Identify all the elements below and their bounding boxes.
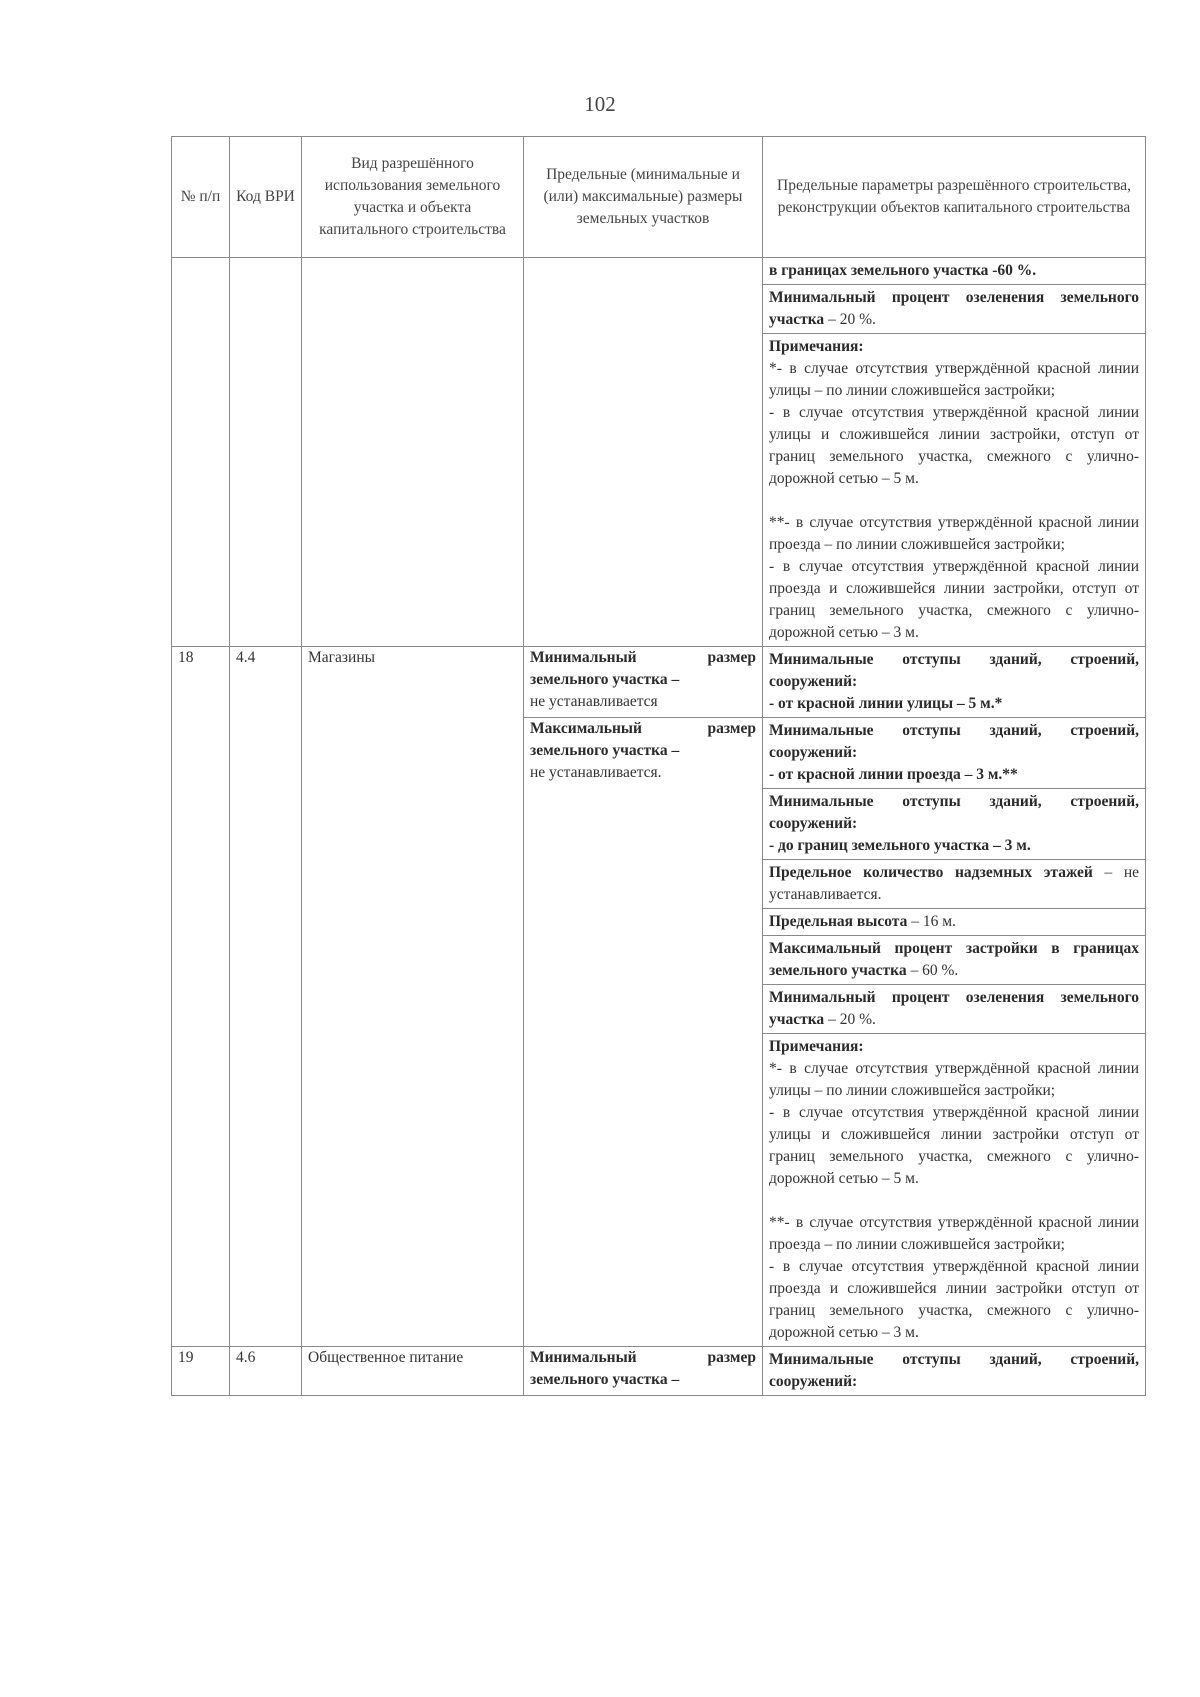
note: - в случае отсутствия утверждённой красной линии проезда и сложившейся линии застройки, отступ от границ земельного участка, смежного с улично-дорожной сетью – 3 м. — [769, 558, 1139, 641]
cell-use-type: Общественное питание — [302, 1347, 524, 1396]
table-row — [172, 1347, 1146, 1396]
table-row — [172, 258, 1146, 285]
param-text: в границах земельного участка -60 %. — [769, 262, 1037, 279]
cell-number: 18 — [172, 647, 230, 1347]
note: **- в случае отсутствия утверждённой красной линии проезда – по линии сложившейся застройки; — [769, 1214, 1139, 1253]
size-label: Минимальный размер земельного участка – — [530, 649, 756, 688]
note: *- в случае отсутствия утверждённой красной линии улицы – по линии сложившейся застройки; — [769, 1060, 1139, 1099]
table-header-row — [172, 137, 1146, 258]
cell-number — [172, 258, 230, 647]
param-text: Максимальный процент застройки в границах земельного участка – 60 %. — [769, 940, 1139, 979]
header-number: № п/п — [172, 137, 230, 258]
cell-use-type — [302, 258, 524, 647]
param-build-percent — [763, 936, 1146, 985]
note: - в случае отсутствия утверждённой красной линии улицы и сложившейся линии застройки отступ от границ земельного участка, смежного с улично-дорожной сетью – 5 м. — [769, 1104, 1139, 1187]
note: **- в случае отсутствия утверждённой красной линии проезда – по линии сложившейся застройки; — [769, 514, 1139, 553]
param-floors — [763, 860, 1146, 909]
param-value: - от красной линии улицы – 5 м.* — [769, 695, 1003, 712]
cell-code: 4.6 — [230, 1347, 302, 1396]
param-text: Предельное количество надземных этажей – не устанавливается. — [769, 864, 1139, 903]
param-green-percent — [763, 985, 1146, 1034]
param-label: Минимальные отступы зданий, строений, сооружений: — [769, 1351, 1139, 1390]
size-label: Минимальный размер земельного участка – — [530, 1349, 756, 1388]
cell-min-plot-size — [524, 1347, 763, 1396]
param-build-percent — [763, 258, 1146, 285]
regulations-table — [171, 136, 1146, 1396]
header-code: Код ВРИ — [230, 137, 302, 258]
param-setback-street — [763, 647, 1146, 718]
cell-plot-size — [524, 258, 763, 647]
cell-max-plot-size — [524, 718, 763, 1347]
param-setback-driveway — [763, 718, 1146, 789]
size-value: не устанавливается. — [530, 764, 662, 781]
note: - в случае отсутствия утверждённой красной линии улицы и сложившейся линии застройки, отступ от границ земельного участка, смежного с улично-дорожной сетью – 5 м. — [769, 404, 1139, 487]
note-spacer — [769, 1190, 1139, 1212]
param-setback-boundary — [763, 789, 1146, 860]
note: - в случае отсутствия утверждённой красной линии проезда и сложившейся линии застройки отступ от границ земельного участка, смежного с улично-дорожной сетью – 3 м. — [769, 1258, 1139, 1341]
note: *- в случае отсутствия утверждённой красной линии улицы – по линии сложившейся застройки; — [769, 360, 1139, 399]
param-value: - от красной линии проезда – 3 м.** — [769, 766, 1018, 783]
param-label: Минимальные отступы зданий, строений, сооружений: — [769, 651, 1139, 690]
header-plot-sizes: Предельные (минимальные и (или) максимальные) размеры земельных участков — [524, 137, 763, 258]
header-construction-params: Предельные параметры разрешённого строительства, реконструкции объектов капитального строительства — [763, 137, 1146, 258]
param-text: Минимальный процент озеленения земельного участка – 20 %. — [769, 989, 1139, 1028]
cell-code — [230, 258, 302, 647]
table-row — [172, 647, 1146, 718]
cell-use-type: Магазины — [302, 647, 524, 1347]
notes-title: Примечания: — [769, 1038, 864, 1055]
param-green-percent — [763, 285, 1146, 334]
size-label: Максимальный размер земельного участка – — [530, 720, 756, 759]
param-setback — [763, 1347, 1146, 1396]
param-label: Минимальные отступы зданий, строений, сооружений: — [769, 793, 1139, 832]
param-text: Предельная высота – 16 м. — [769, 913, 956, 930]
header-use-type: Вид разрешённого использования земельного участка и объекта капитального строительства — [302, 137, 524, 258]
cell-code: 4.4 — [230, 647, 302, 1347]
cell-number: 19 — [172, 1347, 230, 1396]
size-value: не устанавливается — [530, 693, 658, 710]
note-spacer — [769, 490, 1139, 512]
cell-min-plot-size — [524, 647, 763, 718]
notes-cell — [763, 334, 1146, 647]
param-height — [763, 909, 1146, 936]
param-label: Минимальные отступы зданий, строений, сооружений: — [769, 722, 1139, 761]
notes-cell — [763, 1034, 1146, 1347]
page-number: 102 — [584, 92, 616, 116]
notes-title: Примечания: — [769, 338, 864, 355]
param-text: Минимальный процент озеленения земельного участка – 20 %. — [769, 289, 1139, 328]
param-value: - до границ земельного участка – 3 м. — [769, 837, 1031, 854]
